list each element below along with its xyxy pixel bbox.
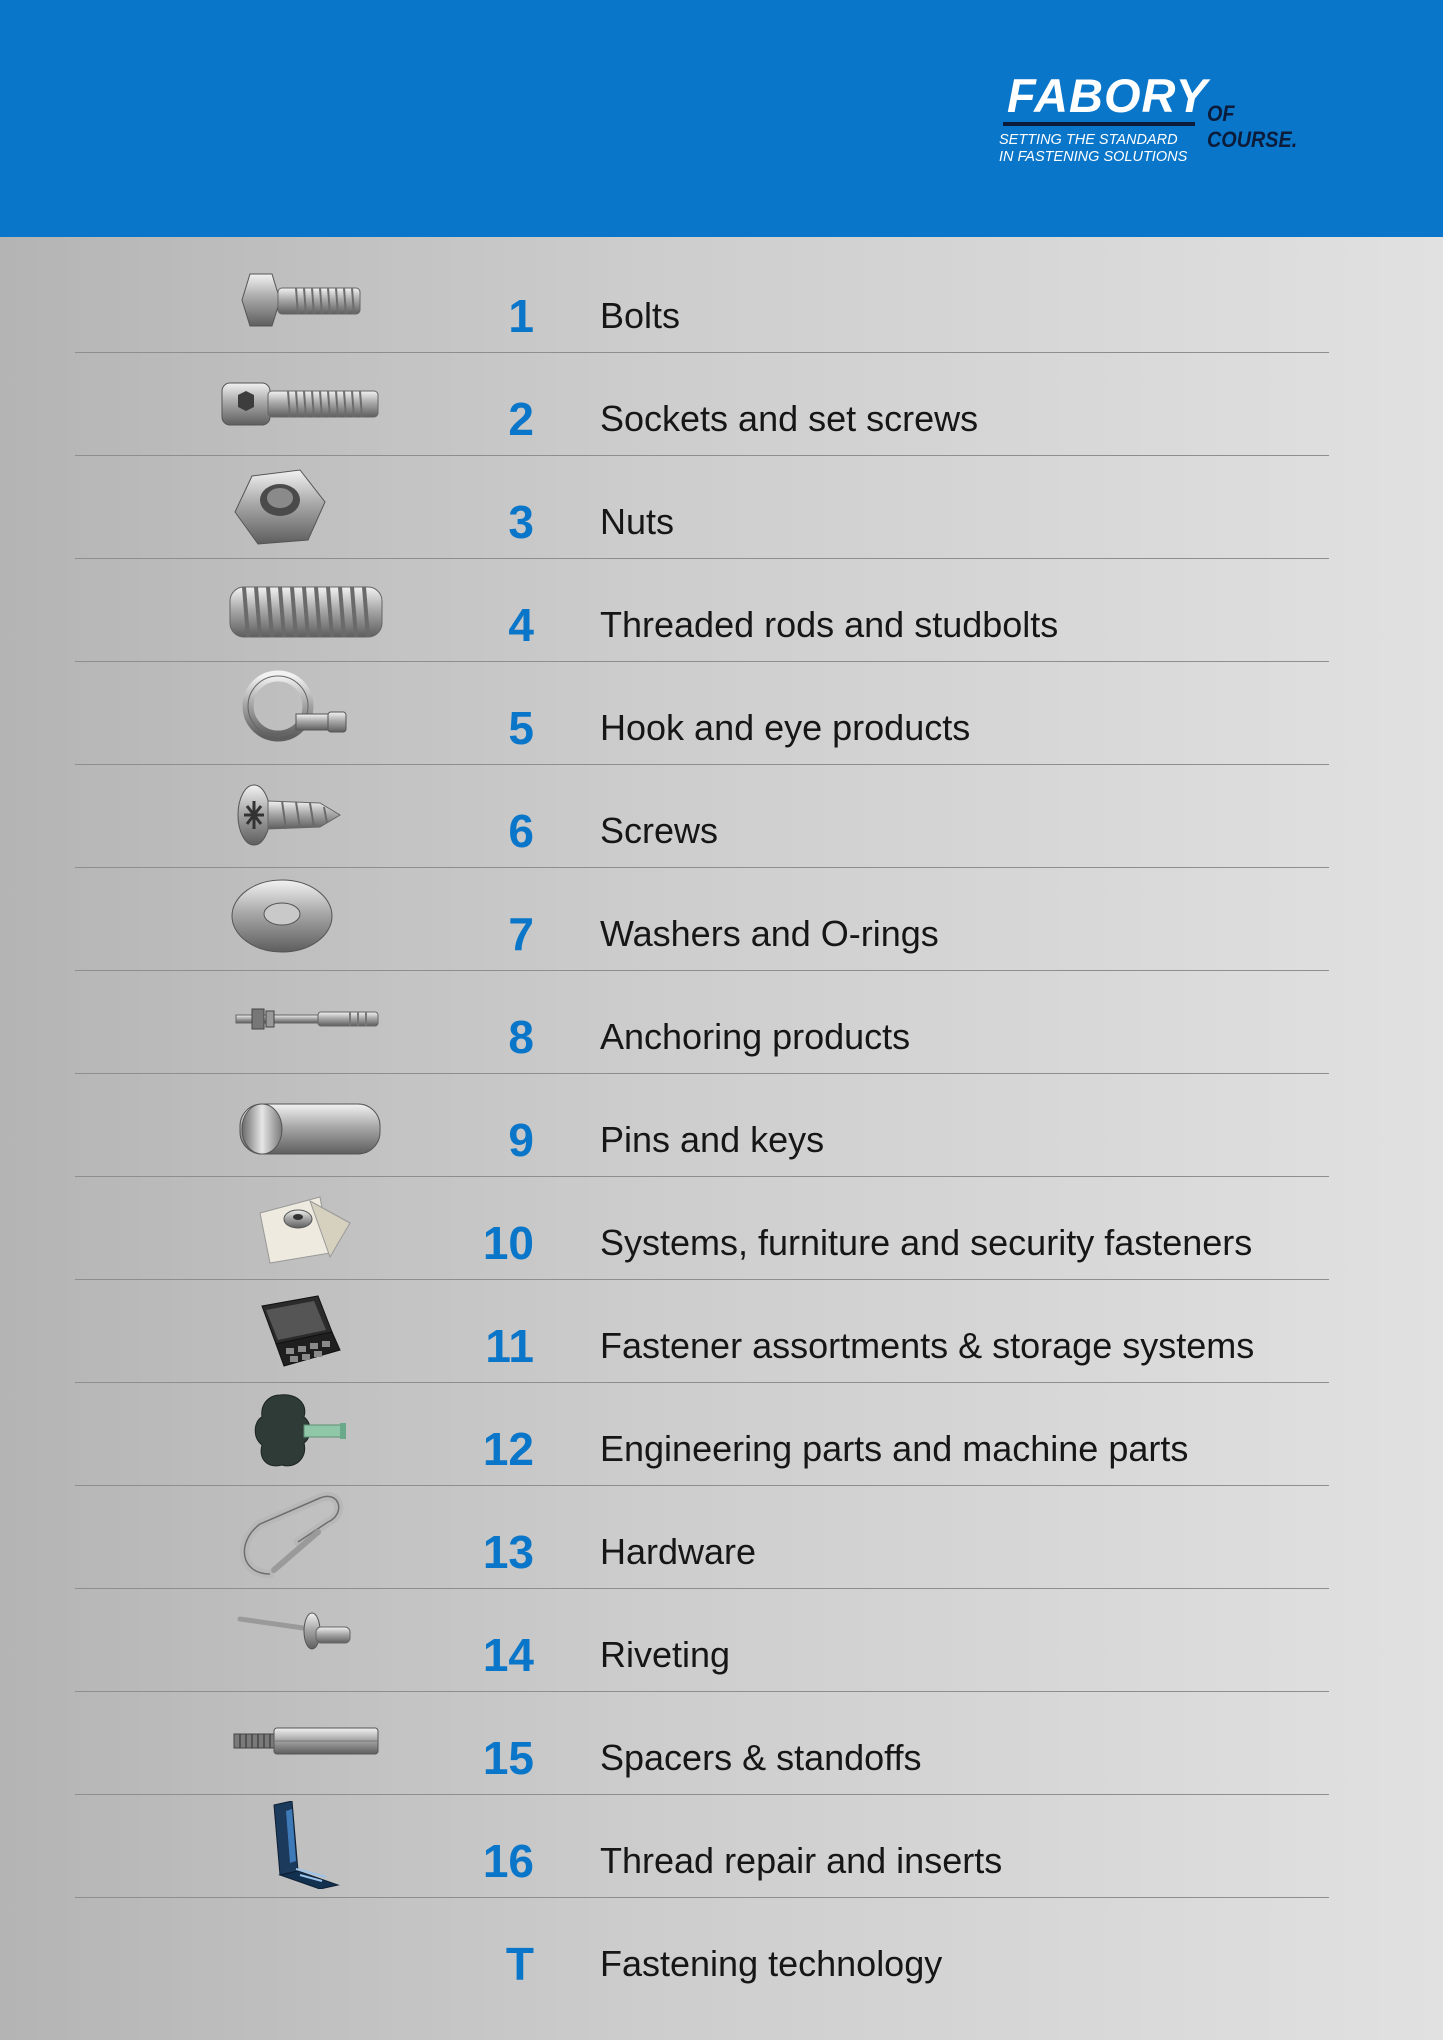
fabory-logo [995,68,1335,178]
category-label: Nuts [600,501,675,542]
category-label: Hardware [600,1531,757,1572]
category-row[interactable] [75,1692,1329,1795]
category-number: 11 [485,1320,534,1372]
logo-tagline: OF COURSE. [1207,101,1298,152]
pin-icon [200,1080,390,1168]
category-number: 4 [508,599,534,651]
category-label: Washers and O-rings [600,913,939,954]
rivet-icon [200,1595,390,1683]
header-banner [0,0,1443,237]
category-row[interactable] [75,971,1329,1074]
category-label: Anchoring products [600,1016,911,1057]
category-label: Screws [600,810,719,851]
knob-icon [200,1389,390,1477]
category-list [75,250,1329,2000]
logo-subtitle-line2: IN FASTENING SOLUTIONS [999,149,1188,165]
category-number: 7 [508,908,534,960]
category-number: 3 [508,496,534,548]
category-number: 10 [482,1217,534,1269]
category-row[interactable] [75,1177,1329,1280]
category-number: 2 [508,393,534,445]
category-number: 5 [508,702,534,754]
category-number: 6 [508,805,534,857]
category-row[interactable] [75,1898,1329,2000]
category-label: Thread repair and inserts [600,1840,1003,1881]
category-row[interactable] [75,662,1329,765]
logo-underline [1003,122,1195,126]
category-row[interactable] [75,1383,1329,1486]
assortment-box-icon [200,1286,390,1374]
carabiner-icon [200,1492,390,1580]
logo-subtitle-line1: SETTING THE STANDARD [999,132,1178,148]
category-number: 13 [482,1526,534,1578]
category-row[interactable] [75,559,1329,662]
category-number: 16 [482,1835,534,1887]
category-row[interactable] [75,250,1329,353]
thread-repair-kit-icon [200,1801,390,1889]
anchor-bolt-icon [200,977,390,1065]
category-label: Fastening technology [600,1943,943,1984]
category-number: 15 [482,1732,534,1784]
category-label: Fastener assortments & storage systems [600,1325,1255,1366]
category-row[interactable] [75,868,1329,971]
category-label: Pins and keys [600,1119,825,1160]
category-number: 8 [508,1011,534,1063]
logo-wordmark: FABORY [1007,69,1208,122]
category-label: Threaded rods and studbolts [600,604,1059,645]
furniture-fastener-icon [200,1183,390,1271]
category-row[interactable] [75,1486,1329,1589]
threaded-rod-icon [200,565,390,653]
logo-subtitle [999,132,1187,166]
category-label: Spacers & standoffs [600,1737,922,1778]
screw-icon [200,771,390,859]
category-number: 14 [482,1629,534,1681]
eye-bolt-icon [200,668,390,756]
category-row[interactable] [75,765,1329,868]
category-number: 12 [482,1423,534,1475]
category-row[interactable] [75,456,1329,559]
category-number: 9 [508,1114,534,1166]
category-label: Hook and eye products [600,707,971,748]
category-label: Systems, furniture and security fasteners [600,1222,1253,1263]
category-row[interactable] [75,1795,1329,1898]
category-row[interactable] [75,1280,1329,1383]
category-label: Sockets and set screws [600,398,979,439]
category-label: Riveting [600,1634,731,1675]
socket-screw-icon [200,359,390,447]
category-number: 1 [508,290,534,342]
category-row[interactable] [75,1589,1329,1692]
category-label: Engineering parts and machine parts [600,1428,1189,1469]
washer-icon [200,874,390,962]
category-number: T [505,1938,534,1990]
bolt-icon [200,256,390,344]
standoff-icon [200,1698,390,1786]
category-label: Bolts [600,295,681,336]
category-row[interactable] [75,353,1329,456]
nut-icon [200,462,390,550]
category-row[interactable] [75,1074,1329,1177]
